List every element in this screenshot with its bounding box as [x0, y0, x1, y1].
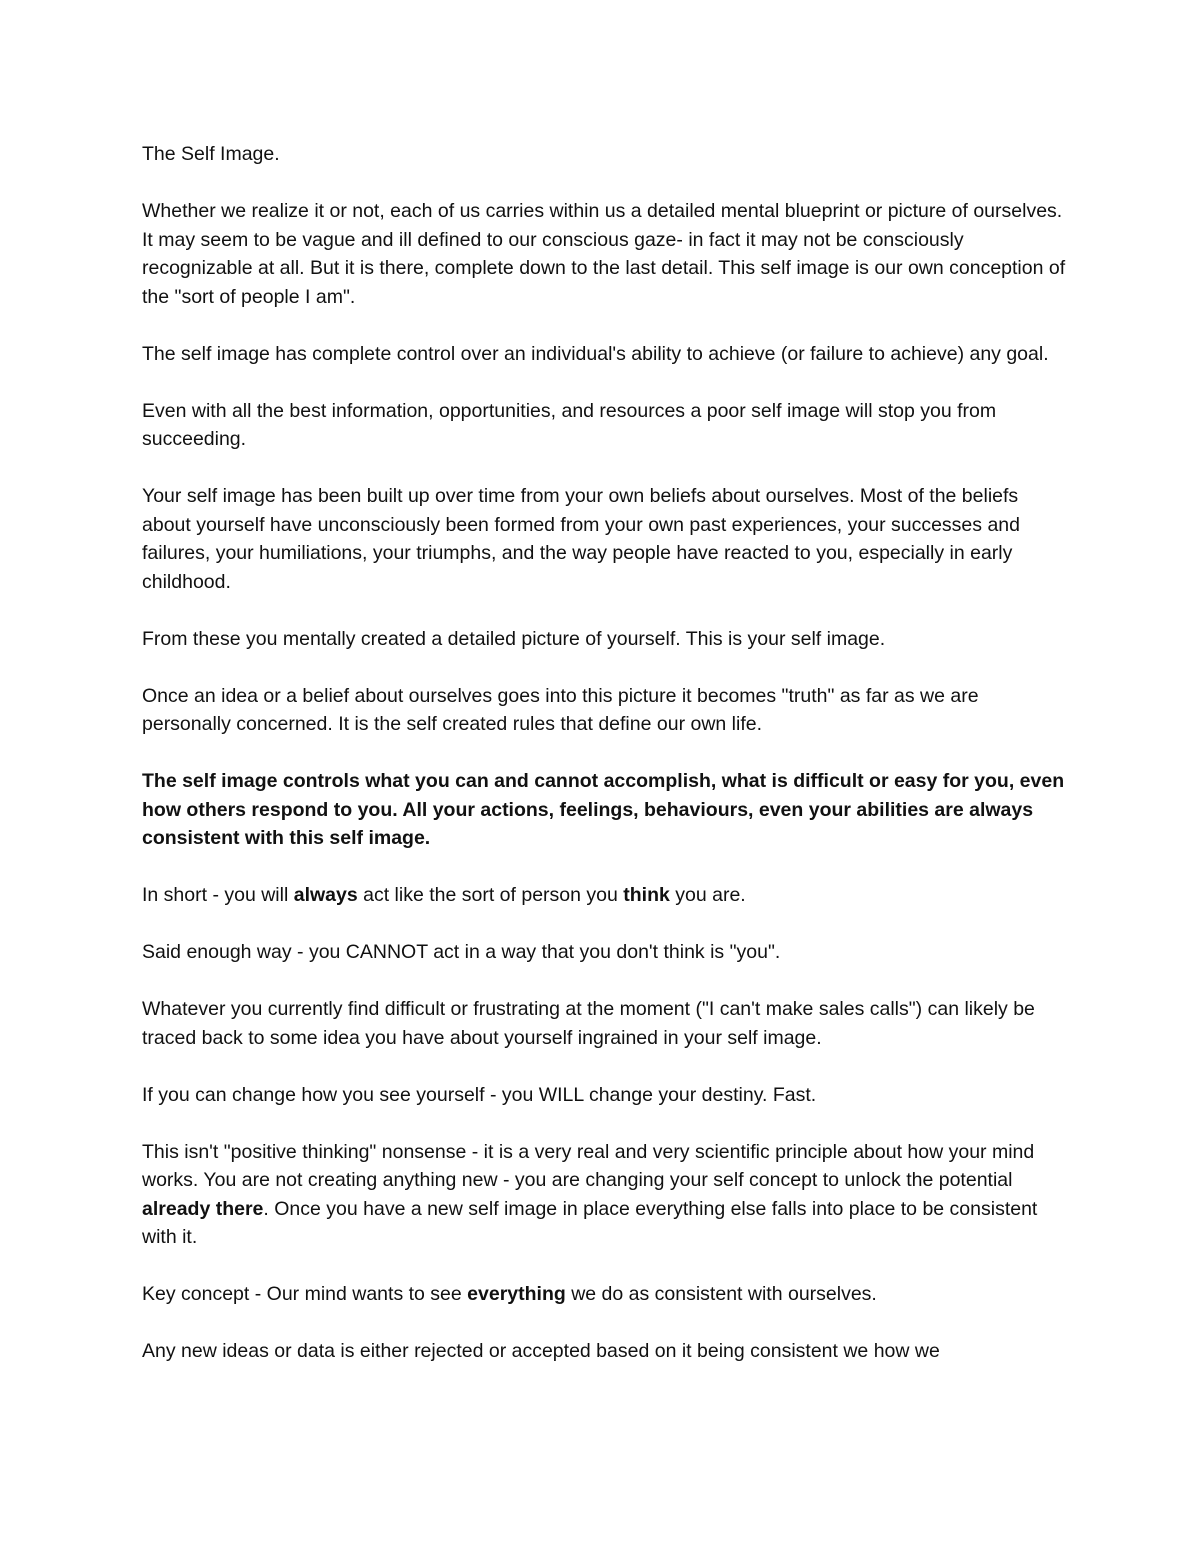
emphasis-everything: everything [467, 1283, 566, 1305]
text-segment: we do as consistent with ourselves. [565, 1283, 877, 1305]
paragraph-in-short [142, 881, 1072, 910]
paragraph-built-up: Your self image has been built up over time from your own beliefs about ourselves. Most of the beliefs about yourself have unconsciously been formed from your own past experiences, your successes and failures, your humiliations, your triumphs, and the way people have reacted to you, especially in early childhood. [142, 485, 1020, 593]
paragraph-key-statement: The self image controls what you can and cannot accomplish, what is difficult or easy for you, even how others respond to you. All your actions, feelings, behaviours, even your abilities are always consistent with this self image. [142, 770, 1065, 849]
paragraph-blueprint: Whether we realize it or not, each of us carries within us a detailed mental blueprint or picture of ourselves. It may seem to be vague and ill defined to our conscious gaze- in fact it may not be consciously recognizable at all. But it is there, complete down to the last detail. This self image is our own conception of the "sort of people I am". [142, 200, 1066, 308]
paragraph-said-enough: Said enough way - you CANNOT act in a way that you don't think is "you". [142, 941, 781, 963]
paragraph-change: If you can change how you see yourself - you WILL change your destiny. Fast. [142, 1083, 817, 1106]
paragraph-detailed-picture: From these you mentally created a detailed picture of yourself. This is your self image. [142, 627, 886, 650]
paragraph-best-information: Even with all the best information, opportunities, and resources a poor self image will stop you from succeeding. [142, 399, 997, 450]
emphasis-always: always [293, 884, 358, 906]
paragraph-positive-thinking [142, 1138, 1072, 1252]
document-title: The Self Image. [142, 143, 280, 165]
text-segment: In short - you will [142, 884, 294, 906]
document-page [142, 140, 1072, 1394]
text-segment: This isn't "positive thinking" nonsense - it is a very real and very scientific principle about how your mind works. You are not creating anything new - you are changing your self concept to unlock the potential [142, 1140, 1035, 1191]
paragraph-new-ideas: Any new ideas or data is either rejected or accepted based on it being consistent we how we [142, 1340, 940, 1362]
text-segment: Key concept - Our mind wants to see [142, 1283, 468, 1305]
emphasis-think: think [623, 884, 670, 906]
paragraph-control: The self image has complete control over an individual's ability to achieve (or failure to achieve) any goal. [142, 342, 1049, 365]
paragraph-whatever: Whatever you currently find difficult or frustrating at the moment ("I can't make sales calls") can likely be traced back to some idea you have about yourself ingrained in your self image. [142, 998, 1035, 1049]
text-segment: you are. [669, 884, 746, 906]
paragraph-key-concept [142, 1280, 1072, 1309]
text-segment: . Once you have a new self image in place everything else falls into place to be consistent with it. [142, 1197, 1038, 1248]
emphasis-already-there: already there [142, 1197, 264, 1220]
paragraph-truth: Once an idea or a belief about ourselves goes into this picture it becomes "truth" as far as we are personally concerned. It is the self created rules that define our own life. [142, 684, 979, 735]
text-segment: act like the sort of person you [357, 884, 624, 906]
